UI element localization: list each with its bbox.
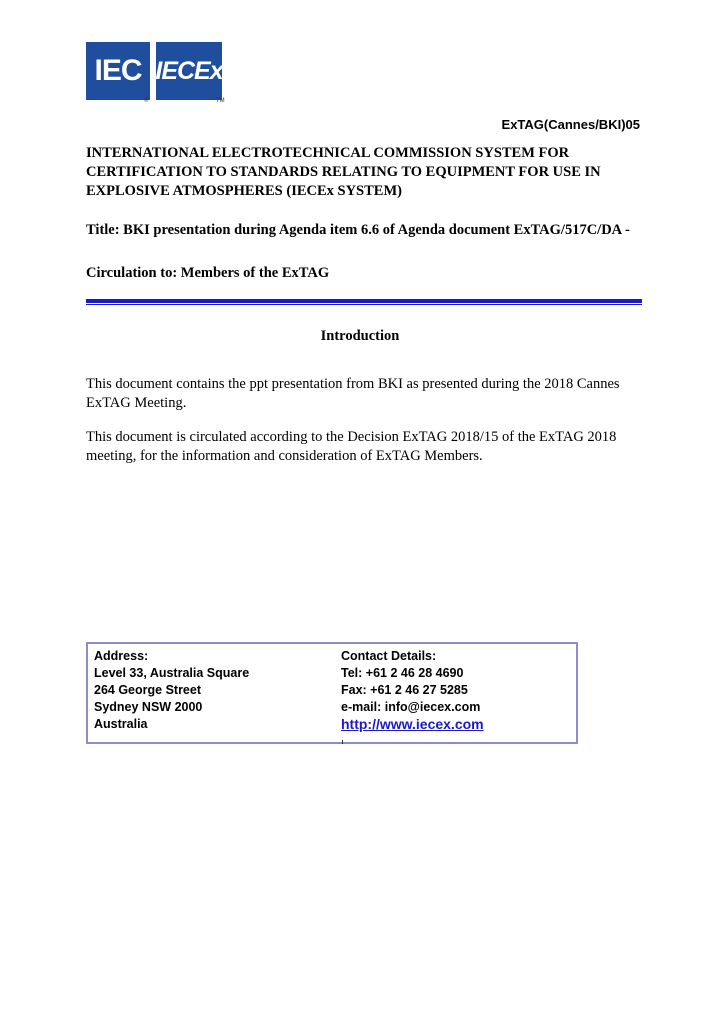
contact-details-label: Contact Details: [341, 649, 437, 663]
header-divider-thin [86, 304, 642, 305]
paragraph-1: This document contains the ppt presentation from BKI as presented during the 2018 Cannes ExTAG Meeting. [86, 376, 620, 411]
iecex-logo: IECEx [156, 42, 222, 100]
registered-mark: ® [144, 98, 149, 104]
paragraph-2: This document is circulated according to the Decision ExTAG 2018/15 of the ExTAG 2018 meeting, for the information and consideration of ExTAG Members. [86, 429, 617, 464]
contact-details-column [341, 648, 484, 734]
organization-title: INTERNATIONAL ELECTROTECHNICAL COMMISSION SYSTEM FOR CERTIFICATION TO STANDARDS RELATING TO EQUIPMENT FOR USE IN EXPLOSIVE ATMOSPHERES (IECEx SYSTEM) [86, 145, 601, 199]
document-reference: ExTAG(Cannes/BKI)05 [501, 117, 640, 132]
address-column [94, 648, 249, 733]
address-label: Address: [94, 649, 149, 663]
fax: Fax: +61 2 46 27 5285 [341, 683, 468, 697]
address-line-3: Sydney NSW 2000 [94, 700, 203, 714]
contact-box [86, 642, 578, 744]
column-divider [342, 740, 343, 744]
email: e-mail: info@iecex.com [341, 700, 481, 714]
circulation-line: Circulation to: Members of the ExTAG [86, 265, 330, 281]
trademark-mark: TM [216, 98, 225, 104]
address-line-1: Level 33, Australia Square [94, 666, 250, 680]
header-divider [86, 299, 642, 303]
iec-iecex-logo [86, 42, 228, 106]
introduction-heading: Introduction [320, 328, 400, 344]
address-line-2: 264 George Street [94, 683, 201, 697]
telephone: Tel: +61 2 46 28 4690 [341, 666, 464, 680]
document-title: Title: BKI presentation during Agenda item 6.6 of Agenda document ExTAG/517C/DA - [86, 222, 630, 238]
iec-logo: IEC [86, 42, 150, 100]
website-link[interactable]: http://www.iecex.com [341, 716, 484, 732]
address-line-4: Australia [94, 717, 148, 731]
